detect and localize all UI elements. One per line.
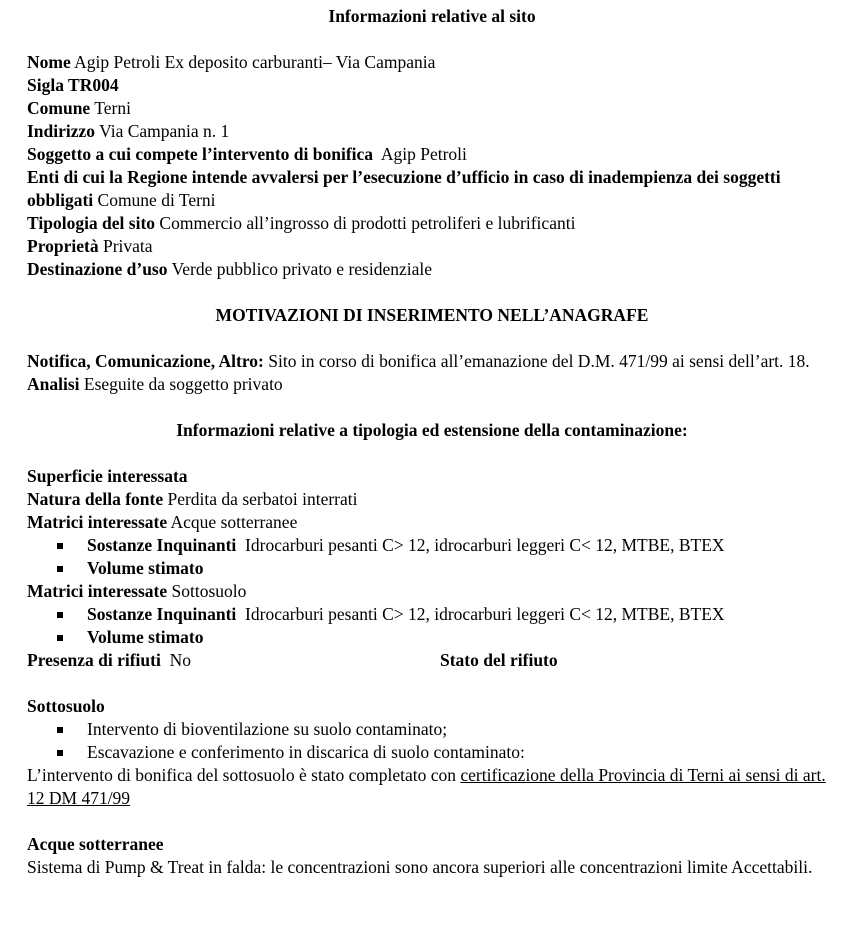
field-value: Verde pubblico privato e residenziale bbox=[171, 259, 433, 279]
field-label: Matrici interessate bbox=[27, 581, 168, 601]
field-destinazione bbox=[27, 258, 837, 281]
field-label: Proprietà bbox=[27, 236, 99, 256]
field-value: Sottosuolo bbox=[171, 581, 247, 601]
section-title-contaminazione: Informazioni relative a tipologia ed estensione della contaminazione: bbox=[176, 420, 688, 440]
field-label: Volume stimato bbox=[87, 558, 204, 578]
field-label: Sigla TR004 bbox=[27, 75, 119, 95]
field-label: Matrici interessate bbox=[27, 512, 168, 532]
field-value: Via Campania n. 1 bbox=[99, 121, 230, 141]
field-value: No bbox=[169, 650, 191, 670]
spacer bbox=[27, 28, 837, 51]
field-label: Nome bbox=[27, 52, 71, 72]
field-stato-rifiuto: Stato del rifiuto bbox=[440, 650, 558, 670]
list-item bbox=[27, 626, 837, 649]
spacer bbox=[27, 672, 837, 695]
field-superficie bbox=[27, 465, 837, 488]
field-matrici-1 bbox=[27, 511, 837, 534]
field-value: Privata bbox=[102, 236, 153, 256]
field-label: Destinazione d’uso bbox=[27, 259, 168, 279]
field-value: Perdita da serbatoi interrati bbox=[167, 489, 358, 509]
section-title-site-info: Informazioni relative al sito bbox=[328, 6, 536, 26]
field-indirizzo bbox=[27, 120, 837, 143]
spacer bbox=[27, 810, 837, 833]
field-label: Volume stimato bbox=[87, 627, 204, 647]
field-label: Comune bbox=[27, 98, 91, 118]
spacer bbox=[27, 327, 837, 350]
field-value: Agip Petroli bbox=[380, 144, 467, 164]
field-label: Superficie interessata bbox=[27, 466, 188, 486]
acque-text: Sistema di Pump & Treat in falda: le concentrazioni sono ancora superiori alle concentrazioni limite Accettabili. bbox=[27, 857, 813, 877]
field-soggetto bbox=[27, 143, 837, 166]
spacer bbox=[27, 281, 837, 304]
field-label: Presenza di rifiuti bbox=[27, 650, 161, 670]
spacer bbox=[27, 396, 837, 419]
matrici-1-list bbox=[27, 534, 837, 580]
list-item bbox=[27, 557, 837, 580]
field-label: Indirizzo bbox=[27, 121, 96, 141]
field-nome bbox=[27, 51, 837, 74]
field-value: Idrocarburi pesanti C> 12, idrocarburi leggeri C< 12, MTBE, BTEX bbox=[245, 535, 725, 555]
field-value: Agip Petroli Ex deposito carburanti– Via Campania bbox=[74, 52, 436, 72]
field-label: Tipologia del sito bbox=[27, 213, 156, 233]
list-item: Escavazione e conferimento in discarica di suolo contaminato: bbox=[27, 741, 837, 764]
field-label: Sostanze Inquinanti bbox=[87, 604, 237, 624]
field-rifiuti bbox=[27, 649, 837, 672]
section-title-motivazioni: MOTIVAZIONI DI INSERIMENTO NELL’ANAGRAFE bbox=[215, 305, 649, 325]
heading-text: Acque sotterranee bbox=[27, 834, 164, 854]
heading-text: Sottosuolo bbox=[27, 696, 105, 716]
field-label: Sostanze Inquinanti bbox=[87, 535, 237, 555]
field-value: Commercio all’ingrosso di prodotti petroliferi e lubrificanti bbox=[159, 213, 576, 233]
field-value: Acque sotterranee bbox=[170, 512, 298, 532]
section-heading-acque bbox=[27, 833, 837, 856]
field-value: Sito in corso di bonifica all’emanazione del D.M. 471/99 ai sensi dell’art. 18. bbox=[268, 351, 810, 371]
field-value: Eseguite da soggetto privato bbox=[83, 374, 283, 394]
field-value: Comune di Terni bbox=[97, 190, 216, 210]
field-proprieta bbox=[27, 235, 837, 258]
field-tipologia bbox=[27, 212, 837, 235]
field-label: Soggetto a cui compete l’intervento di bonifica bbox=[27, 144, 374, 164]
field-label: Enti di cui la Regione intende avvalersi per l’esecuzione d’ufficio in caso di inadempienza dei soggetti obbligati bbox=[27, 167, 781, 210]
field-value: Idrocarburi pesanti C> 12, idrocarburi leggeri C< 12, MTBE, BTEX bbox=[245, 604, 725, 624]
document-page bbox=[27, 5, 837, 879]
note-text: L’intervento di bonifica del sottosuolo è stato completato con bbox=[27, 765, 456, 785]
list-item bbox=[27, 534, 837, 557]
field-sigla bbox=[27, 74, 837, 97]
field-label: Natura della fonte bbox=[27, 489, 164, 509]
field-natura bbox=[27, 488, 837, 511]
field-comune bbox=[27, 97, 837, 120]
certificazione-link[interactable]: certificazione della Provincia di Terni ai sensi di art. 12 DM 471/99 bbox=[27, 765, 826, 808]
sottosuolo-list bbox=[27, 718, 837, 764]
field-analisi bbox=[27, 373, 837, 396]
field-value: Terni bbox=[94, 98, 131, 118]
list-item: Intervento di bioventilazione su suolo contaminato; bbox=[27, 718, 837, 741]
list-item bbox=[27, 603, 837, 626]
field-matrici-2 bbox=[27, 580, 837, 603]
spacer bbox=[27, 442, 837, 465]
field-label: Analisi bbox=[27, 374, 80, 394]
section-heading-sottosuolo bbox=[27, 695, 837, 718]
sottosuolo-note bbox=[27, 764, 837, 810]
field-enti bbox=[27, 166, 837, 212]
matrici-2-list bbox=[27, 603, 837, 649]
field-notifica bbox=[27, 350, 837, 373]
field-label: Notifica, Comunicazione, Altro: bbox=[27, 351, 264, 371]
